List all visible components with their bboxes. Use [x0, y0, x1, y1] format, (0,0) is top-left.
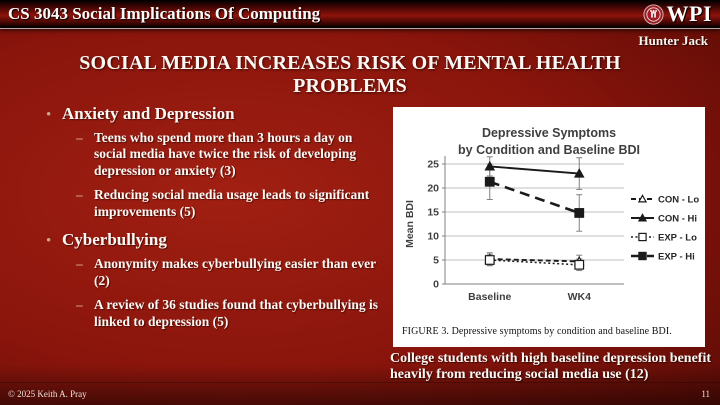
depressive-symptoms-chart: [393, 107, 705, 319]
sub-bullet-item: [76, 130, 392, 179]
svg-text:0: 0: [433, 278, 439, 291]
dash-icon: –: [76, 187, 83, 203]
svg-text:Baseline: Baseline: [468, 291, 512, 303]
wpi-logo-text: WPI: [666, 1, 712, 26]
sub-bullet-item: [76, 256, 392, 289]
svg-text:CON - Lo: CON - Lo: [658, 194, 700, 206]
svg-text:Depressive Symptoms: Depressive Symptoms: [481, 126, 617, 140]
dash-icon: –: [76, 297, 83, 313]
bullet-label: Anxiety and Depression: [62, 104, 235, 123]
sub-bullet-item: [76, 297, 392, 330]
bullet-item-anxiety-depression: [46, 104, 392, 124]
svg-text:15: 15: [427, 206, 439, 219]
bullet-group: [38, 104, 392, 220]
svg-text:EXP - Hi: EXP - Hi: [658, 251, 695, 263]
bullet-label: Cyberbullying: [62, 230, 167, 250]
slide-title: SOCIAL MEDIA INCREASES RISK OF MENTAL HEALTH PROBLEMS: [79, 52, 621, 97]
svg-text:25: 25: [427, 158, 439, 171]
takeaway-text: College students with high baseline depression benefit heavily from reducing social media use (12): [390, 351, 711, 383]
wpi-logo: [643, 1, 713, 27]
dash-icon: –: [76, 130, 83, 145]
svg-text:by Condition and Baseline BDI: by Condition and Baseline BDI: [458, 143, 640, 157]
author-name: Hunter Jack: [638, 33, 708, 48]
header-bar: [0, 0, 720, 28]
wpi-seal-icon: [643, 4, 664, 25]
bullet-group: [38, 230, 392, 330]
sub-bullet-text: Reducing social media usage leads to significant improvements (5): [94, 187, 370, 219]
page-number: 11: [701, 389, 710, 399]
bullet-icon: •: [46, 107, 52, 123]
svg-text:20: 20: [427, 182, 439, 195]
sub-bullet-text: Anonymity makes cyberbullying easier than ever (2): [94, 256, 376, 288]
copyright-text: © 2025 Keith A. Pray: [8, 389, 87, 399]
svg-text:CON - Hi: CON - Hi: [658, 213, 698, 225]
sub-bullet-text: Teens who spend more than 3 hours a day on social media have twice the risk of developing depression or anxiety (3): [94, 130, 357, 178]
dash-icon: –: [76, 256, 83, 272]
bullet-item-cyberbullying: [46, 230, 392, 250]
sub-bullet-item: [76, 187, 392, 220]
svg-text:5: 5: [433, 254, 439, 267]
svg-text:10: 10: [427, 230, 439, 243]
course-title: CS 3043 Social Implications Of Computing: [8, 4, 321, 23]
footer-divider: [0, 382, 720, 383]
figure-caption: FIGURE 3. Depressive symptoms by condition and baseline BDI.: [402, 326, 672, 337]
svg-text:Mean BDI: Mean BDI: [404, 200, 416, 248]
sub-bullet-text: A review of 36 studies found that cyberbullying is linked to depression (5): [94, 297, 379, 329]
bullet-list: [38, 104, 392, 340]
figure-panel: [393, 107, 705, 347]
svg-text:EXP - Lo: EXP - Lo: [658, 232, 697, 244]
svg-text:WK4: WK4: [567, 291, 591, 303]
bullet-icon: •: [46, 233, 52, 250]
